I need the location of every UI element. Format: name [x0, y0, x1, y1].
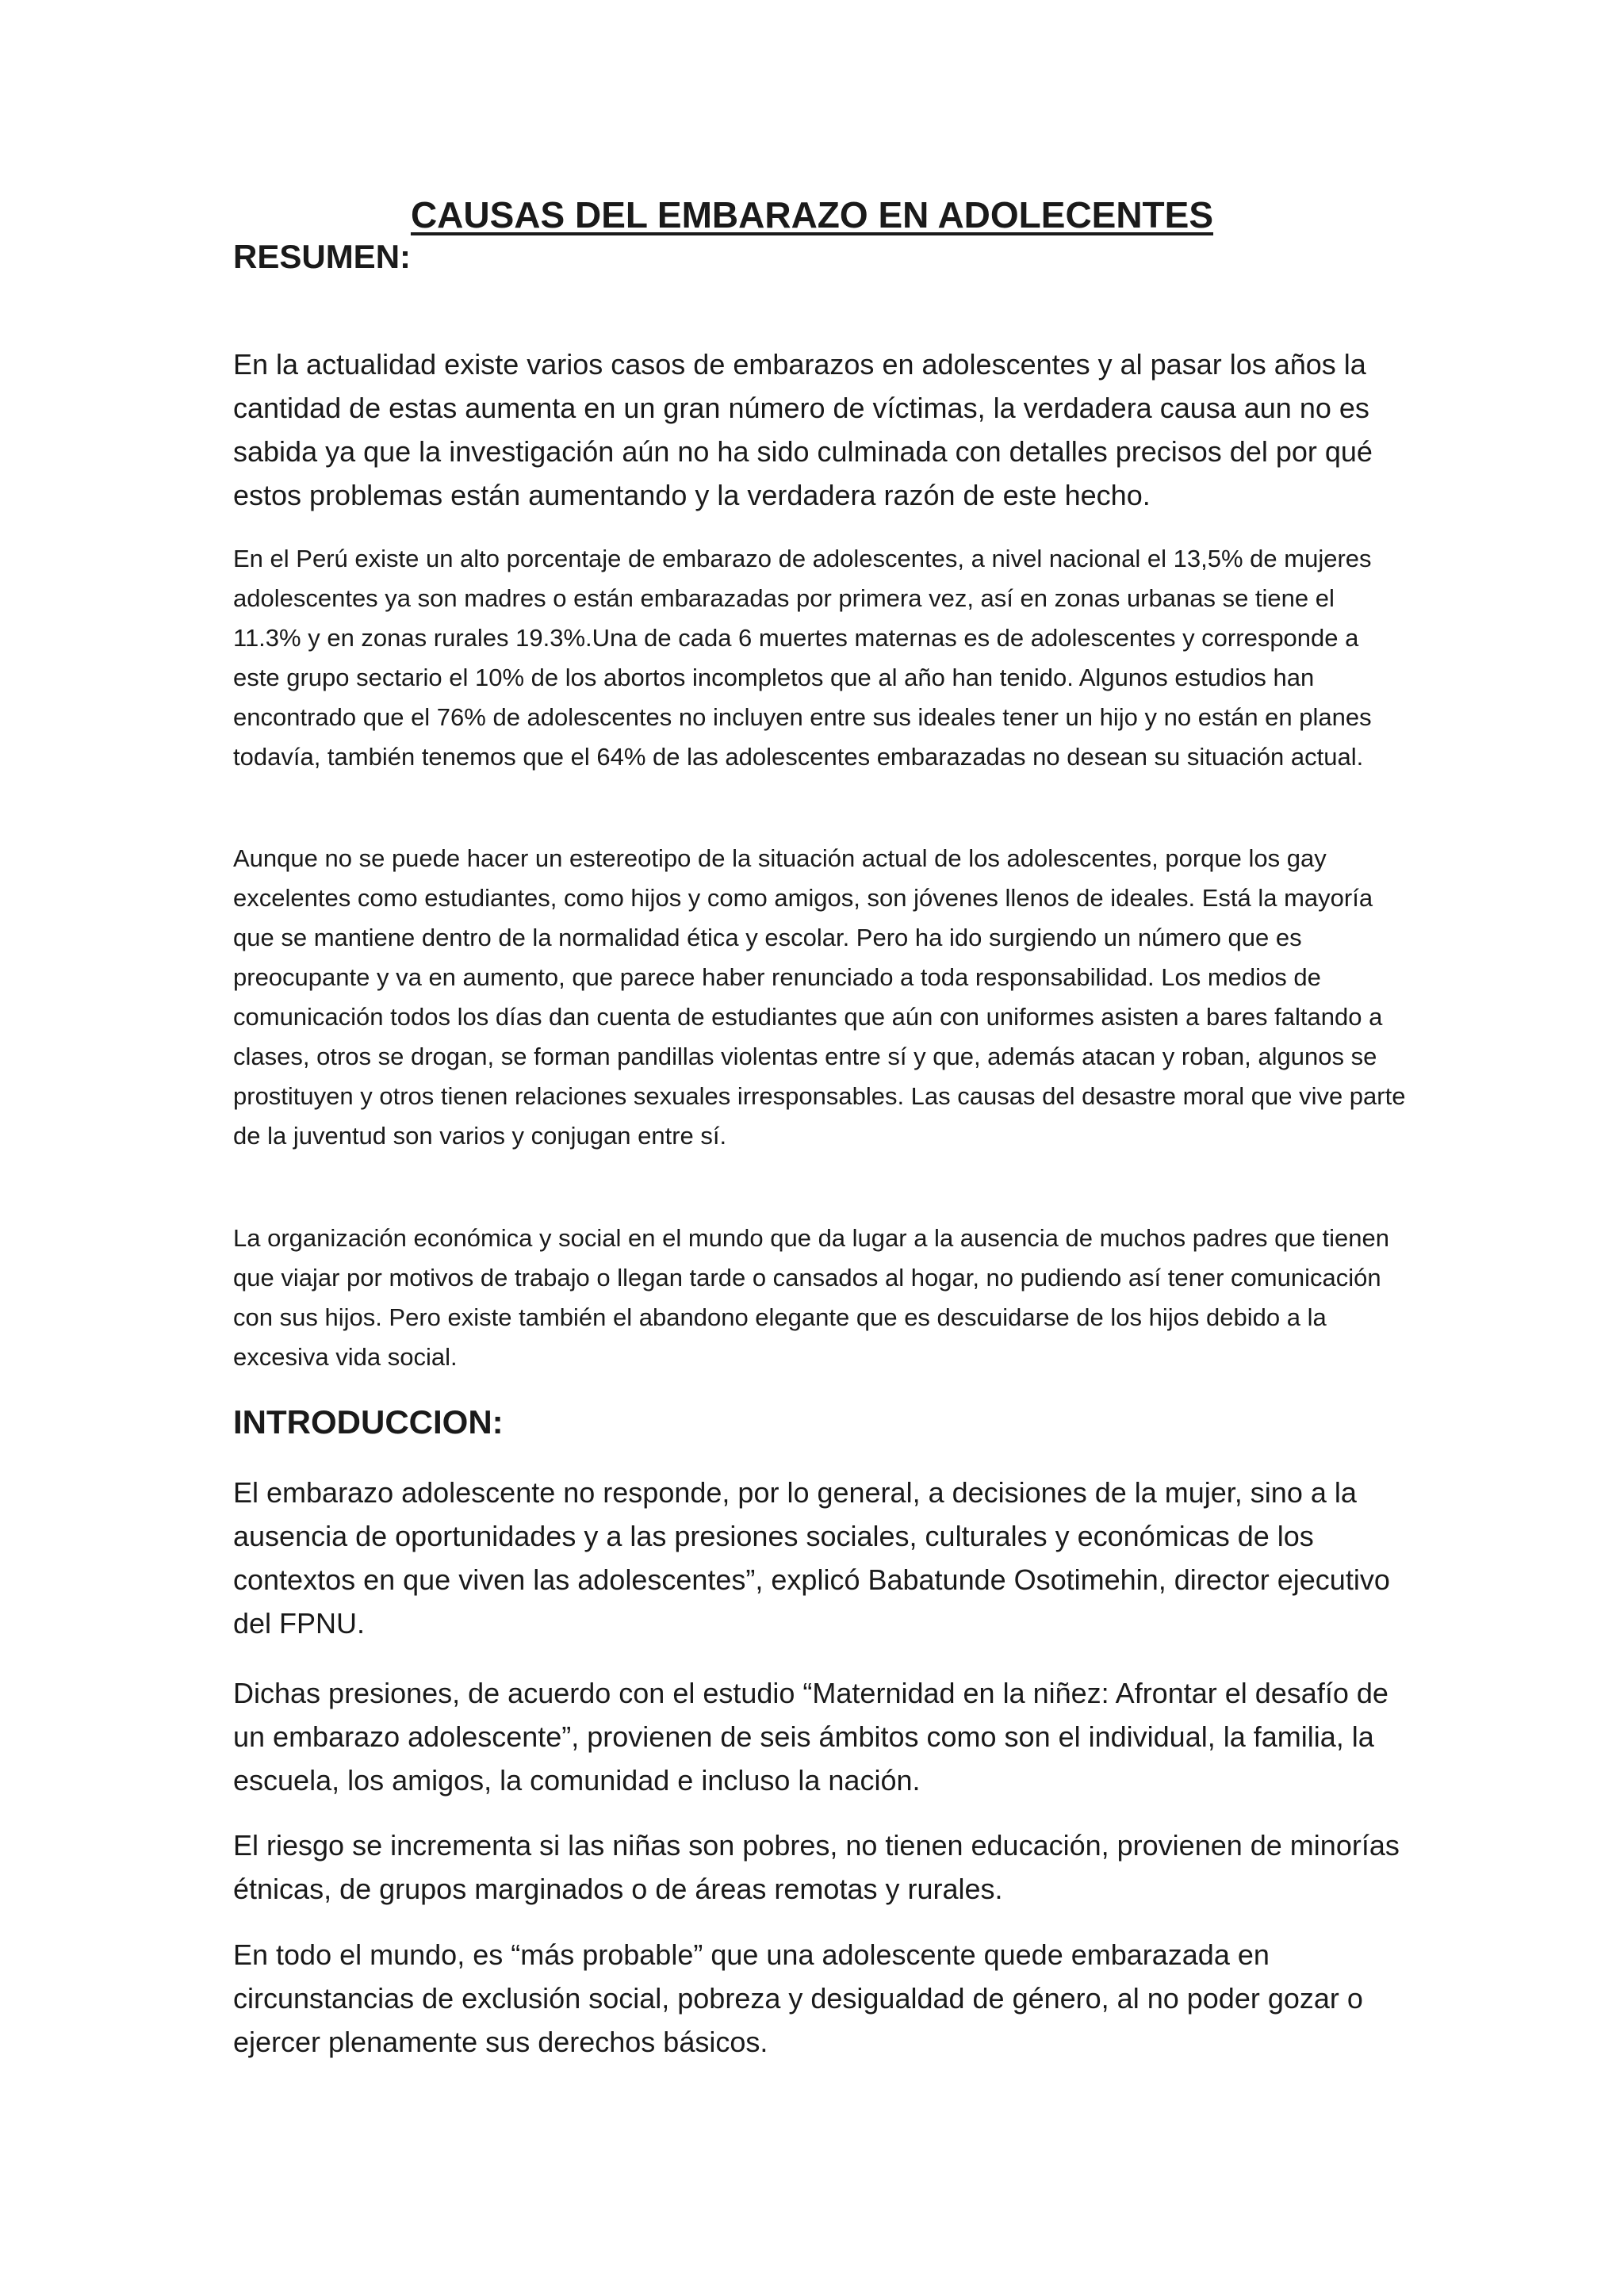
paragraph: En el Perú existe un alto porcentaje de embarazo de adolescentes, a nivel nacional el 13,5% de mujeres adolescentes ya son madres o están embarazadas por primera vez, así en zonas urbanas se tiene el 11.3% y en zonas rurales 19.3%.Una de cada 6 muertes maternas es de adolescentes y corresponde a este grupo sectario el 10% de los abortos incompletos que al año han tenido. Algunos estudios han encontrado que el 76% de adolescentes no incluyen entre sus ideales tener un hijo y no están en planes todavía, también tenemos que el 64% de las adolescentes embarazadas no desean su situación actual. [233, 545, 1372, 771]
paragraph: Aunque no se puede hacer un estereotipo de la situación actual de los adolescentes, porque los gay excelentes como estudiantes, como hijos y como amigos, son jóvenes llenos de ideales. Está la mayoría que se mantiene dentro de la normalidad ética y escolar. Pero ha ido surgiendo un número que es preocupante y va en aumento, que parece haber renunciado a toda responsabilidad. Los medios de comunicación todos los días dan cuenta de estudiantes que aún con uniformes asisten a bares faltando a clases, otros se drogan, se forman pandillas violentas entre sí y que, además atacan y roban, algunos se prostituyen y otros tienen relaciones sexuales irresponsables. Las causas del desastre moral que vive parte de la juventud son varios y conjugan entre sí. [233, 844, 1406, 1150]
document-title: CAUSAS DEL EMBARAZO EN ADOLECENTES [410, 194, 1214, 235]
paragraph: La organización económica y social en el mundo que da lugar a la ausencia de muchos padres que tienen que viajar por motivos de trabajo o llegan tarde o cansados al hogar, no pudiendo así tener comunicación con sus hijos. Pero existe también el abandono elegante que es descuidarse de los hijos debido a la excesiva vida social. [233, 1224, 1389, 1371]
section-heading-resumen: RESUMEN: [233, 238, 412, 275]
paragraph: El riesgo se incrementa si las niñas son pobres, no tienen educación, provienen de minorías étnicas, de grupos marginados o de áreas remotas y rurales. [233, 1829, 1400, 1905]
section-heading-introduccion: INTRODUCCION: [233, 1403, 504, 1441]
paragraph: En todo el mundo, es “más probable” que una adolescente quede embarazada en circunstancias de exclusión social, pobreza y desigualdad de género, al no poder gozar o ejercer plenamente sus derechos básicos. [233, 1938, 1363, 2058]
paragraph: Dichas presiones, de acuerdo con el estudio “Maternidad en la niñez: Afrontar el desafío de un embarazo adolescente”, provienen de seis ámbitos como son el individual, la familia, la escuela, los amigos, la comunidad e incluso la nación. [233, 1677, 1388, 1797]
paragraph: El embarazo adolescente no responde, por lo general, a decisiones de la mujer, sino a la ausencia de oportunidades y a las presiones sociales, culturales y económicas de los contextos en que viven las adolescentes”, explicó Babatunde Osotimehin, director ejecutivo del FPNU. [233, 1476, 1390, 1640]
paragraph: En la actualidad existe varios casos de embarazos en adolescentes y al pasar los años la cantidad de estas aumenta en un gran número de víctimas, la verdadera causa aun no es sabida ya que la investigación aún no ha sido culminada con detalles precisos del por qué estos problemas están aumentando y la verdadera razón de este hecho. [233, 348, 1373, 511]
